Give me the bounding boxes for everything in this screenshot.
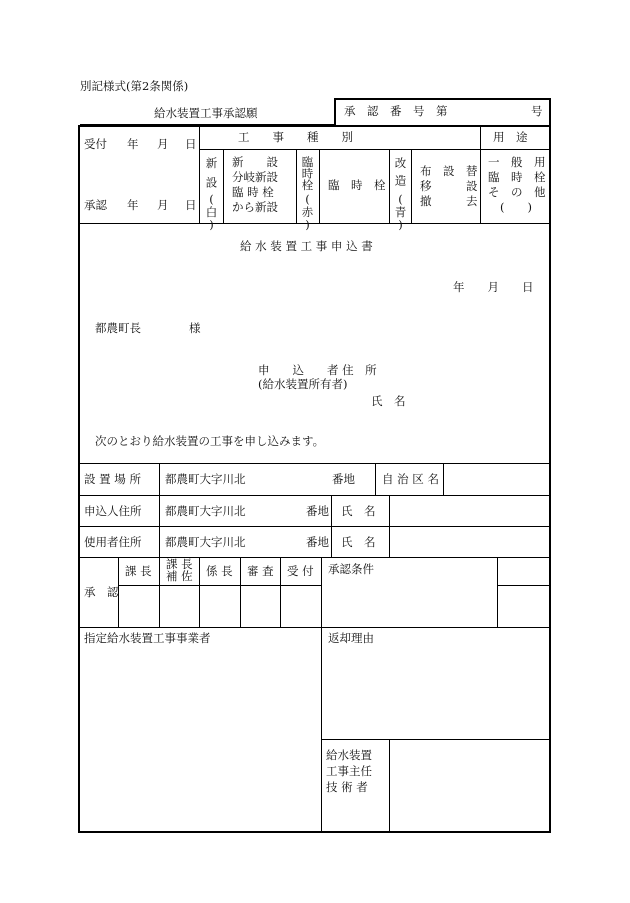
shonin-label: 承認: [84, 198, 107, 212]
setchi-label: 設 置 場 所: [84, 472, 141, 486]
uketsuke-month: 月: [157, 137, 169, 151]
line: [321, 557, 322, 627]
shiyo-label: 使用者住所: [84, 535, 142, 549]
application-date: 年 月 日: [453, 280, 534, 294]
line: [240, 557, 241, 627]
line: [411, 149, 412, 223]
line: [296, 149, 297, 223]
contractor-label: 指定給水装置工事事業者: [84, 631, 211, 645]
yoto-header: 用 途: [493, 130, 528, 144]
fusetsu-line-2: 移 設: [420, 179, 478, 193]
line: [199, 126, 200, 223]
fusetsu-line-1: 布 設 替: [420, 164, 478, 178]
engineer-line-1: 給水装置: [326, 748, 372, 762]
application-title: 給 水 装 置 工 事 申 込 書: [240, 239, 373, 253]
uketsuke-label: 受付: [84, 137, 107, 151]
uketsuke-year: 年: [127, 137, 139, 151]
type-kaizo-mark: (青): [393, 192, 408, 232]
engineer-line-2: 工事主任: [326, 764, 372, 778]
line: [389, 739, 390, 832]
approval-label: 承 認: [84, 585, 119, 599]
applicant-name-label: 氏 名: [371, 394, 406, 408]
line: [223, 149, 224, 223]
approval-col-kacho-hosa-2: 補 佐: [166, 569, 193, 583]
bunki-line-4: から新設: [232, 200, 278, 214]
mokomi-name-label: 氏 名: [341, 504, 376, 518]
line: [319, 149, 320, 223]
line: [159, 557, 160, 627]
bunki-line-1: 新 設: [232, 155, 278, 169]
bunki-line-2: 分岐新設: [232, 170, 278, 184]
approval-conditions-label: 承認条件: [328, 562, 374, 576]
line: [199, 149, 550, 150]
line: [497, 585, 550, 586]
line: [389, 149, 390, 223]
line: [79, 495, 550, 496]
type-shinsetsu-mark: (白): [204, 192, 219, 232]
shiyo-banchi: 番地: [306, 535, 329, 549]
line: [79, 526, 550, 527]
type-shinsetsu: 新設: [204, 157, 219, 196]
approval-col-shinsa: 審 査: [247, 564, 274, 578]
line: [118, 585, 321, 586]
shonin-year: 年: [127, 198, 139, 212]
line: [443, 463, 444, 495]
header-divider: [334, 98, 336, 126]
yoto-line-4: ( ): [500, 200, 532, 214]
header-top-line: [334, 98, 551, 100]
form-frame: [78, 125, 551, 833]
application-body: 次のとおり給水装置の工事を申し込みます。: [95, 434, 325, 448]
mokomi-label: 申込人住所: [84, 504, 142, 518]
line: [79, 627, 550, 628]
line: [375, 463, 376, 495]
return-reason-label: 返却理由: [328, 631, 374, 645]
line: [159, 463, 160, 557]
owner-label: (給水装置所有者): [258, 377, 348, 391]
line: [79, 463, 550, 464]
applicant-address-label: 申 込 者 住 所: [258, 363, 377, 377]
jichiku-label: 自 治 区 名: [382, 472, 439, 486]
addressee: 都農町長: [95, 321, 141, 335]
mokomi-value: 都農町大字川北: [165, 504, 246, 518]
engineer-line-3: 技 術 者: [326, 780, 368, 794]
approval-number-suffix: 号: [531, 104, 543, 118]
line: [79, 223, 550, 224]
setchi-value: 都農町大字川北: [165, 472, 246, 486]
yoto-line-3: そ の 他: [488, 185, 546, 199]
approval-col-kacho-hosa-1: 課 長: [166, 557, 193, 571]
shiyo-name-label: 氏 名: [341, 535, 376, 549]
approval-col-uketsuke: 受 付: [287, 564, 314, 578]
koji-shubetsu-header: 工 事 種 別: [238, 130, 353, 144]
line: [321, 627, 322, 832]
form-reference: 別記様式(第2条関係): [80, 79, 189, 93]
uketsuke-day: 日: [185, 137, 197, 151]
approval-number-label: 承 認 番 号 第: [344, 104, 448, 118]
mokomi-banchi: 番地: [306, 504, 329, 518]
shiyo-value: 都農町大字川北: [165, 535, 246, 549]
approval-col-kacho: 課 長: [125, 564, 152, 578]
type-rinjisen-mark: (赤): [300, 192, 315, 232]
fusetsu-line-3: 撤 去: [420, 194, 478, 208]
type-rinjisen-vertical: 臨時栓: [300, 156, 315, 191]
shonin-month: 月: [157, 198, 169, 212]
type-kaizo: 改造: [393, 157, 408, 192]
line: [79, 557, 550, 558]
type-rinjisen: 臨 時 栓: [328, 178, 386, 192]
line: [321, 739, 550, 740]
addressee-sama: 様: [189, 321, 201, 335]
yoto-line-2: 臨 時 栓: [488, 170, 546, 184]
setchi-banchi: 番地: [332, 472, 355, 486]
header-right-line: [549, 98, 551, 126]
line: [199, 557, 200, 627]
form-title: 給水装置工事承認願: [154, 106, 258, 120]
line: [280, 557, 281, 627]
line: [480, 126, 481, 223]
yoto-line-1: 一 般 用: [488, 155, 546, 169]
bunki-line-3: 臨 時 栓: [232, 185, 274, 199]
shonin-day: 日: [185, 198, 197, 212]
line: [497, 557, 498, 627]
approval-col-kakaricho: 係 長: [206, 564, 233, 578]
